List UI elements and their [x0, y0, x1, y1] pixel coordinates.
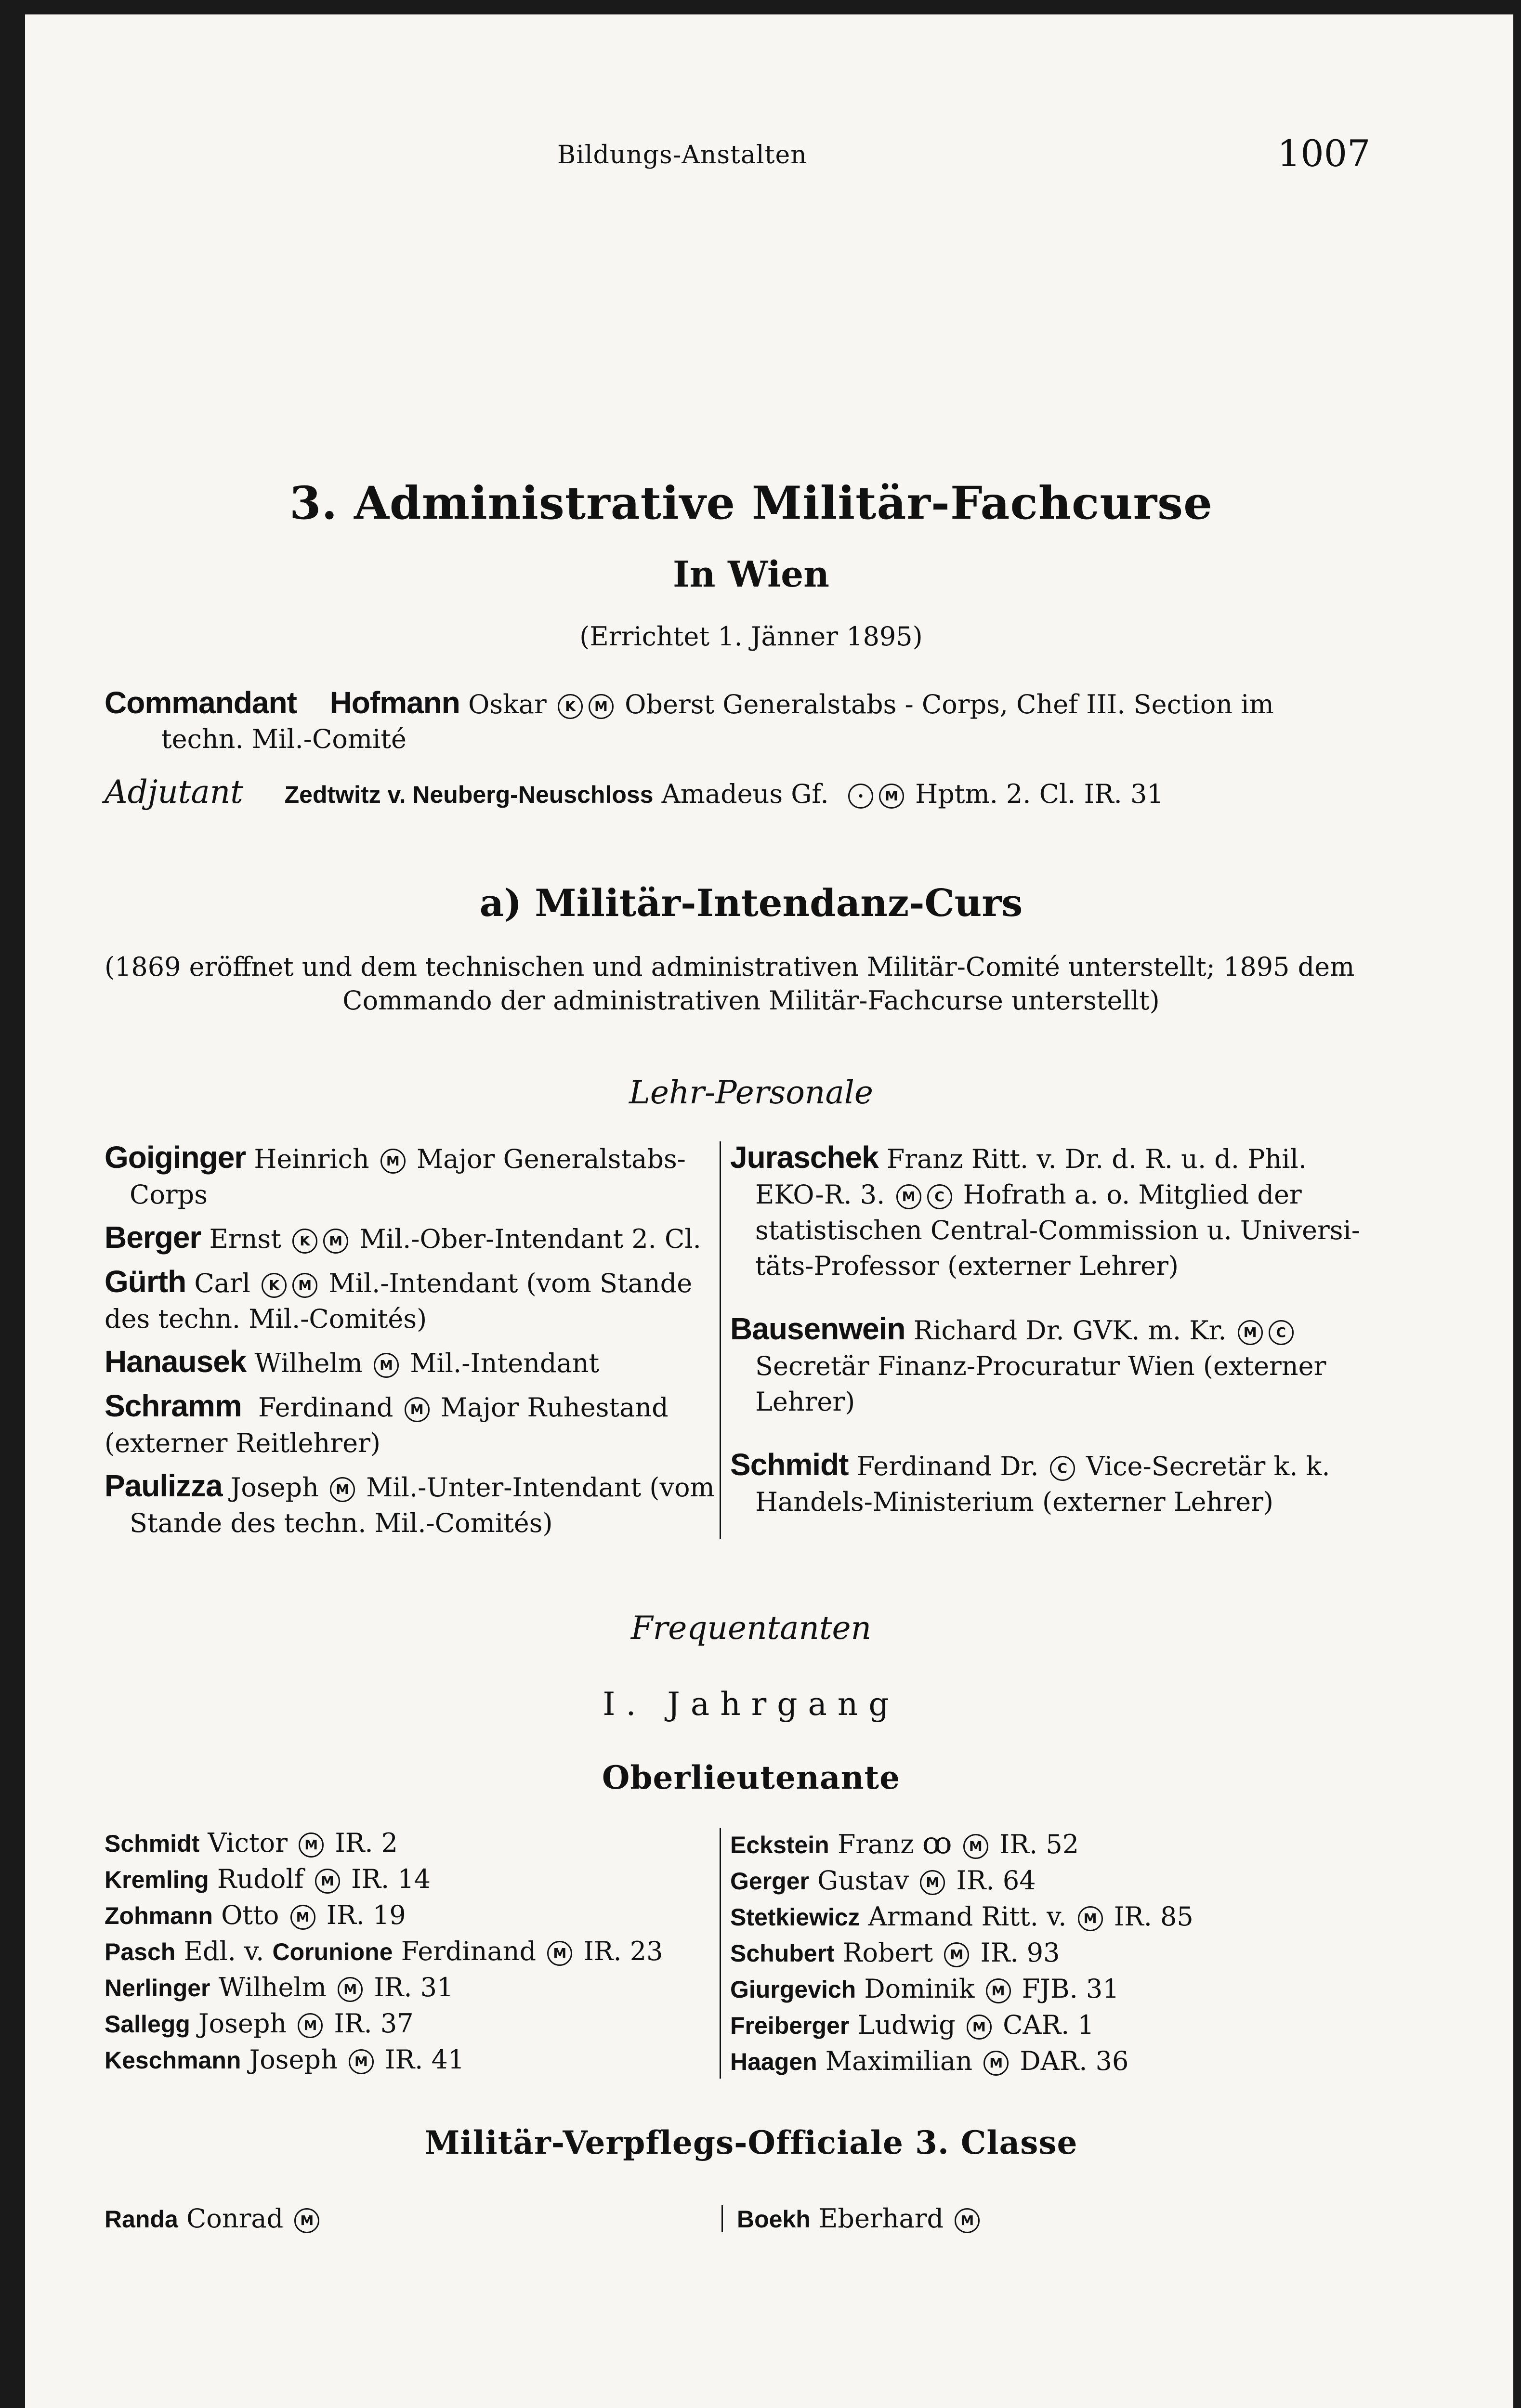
person-name: Pasch — [105, 1938, 176, 1965]
person-detail: Gustav — [817, 1865, 909, 1896]
m-mark-icon: M — [405, 1397, 430, 1422]
person-name: Haagen — [730, 2048, 817, 2075]
list-item — [105, 1970, 663, 2006]
staff-first: Ernst — [209, 1224, 281, 1254]
jahrgang-heading: I. Jahrgang — [603, 1686, 900, 1723]
page-number: 1007 — [1277, 132, 1371, 175]
list-item — [730, 2043, 1193, 2080]
column-divider — [720, 1141, 721, 1539]
person-detail: Ludwig — [857, 2010, 956, 2040]
person-name: Keschmann — [105, 2047, 241, 2074]
person-detail: Eberhard — [818, 2203, 944, 2234]
column-divider — [721, 2205, 723, 2232]
person-detail: IR. 19 — [326, 1900, 406, 1930]
m-mark-icon: M — [1238, 1320, 1263, 1345]
person-detail: Dominik — [864, 1974, 975, 2004]
location-heading: In Wien — [673, 554, 829, 595]
m-mark-icon: M — [330, 1477, 355, 1502]
staff-desc: Hofrath a. o. Mitglied der — [963, 1179, 1302, 1210]
list-item — [105, 1861, 663, 1898]
m-mark-icon: M — [292, 1273, 317, 1298]
staff-name: Bausenwein — [730, 1311, 905, 1346]
list-item — [105, 1898, 663, 1934]
list-item — [730, 1935, 1193, 1971]
staff-entry — [730, 1447, 1366, 1520]
person-detail: Ferdinand — [401, 1936, 537, 1966]
list-item — [730, 2007, 1193, 2043]
staff-desc-cont: Stande des techn. Mil.-Comités) — [130, 1508, 553, 1538]
m-mark-icon: M — [955, 2208, 980, 2233]
staff-first: Joseph — [230, 1472, 319, 1503]
commandant-desc: Oberst Generalstabs - Corps, Chef III. Section im — [625, 689, 1274, 720]
staff-desc: Mil.-Ober-Intendant 2. Cl. — [359, 1224, 701, 1254]
m-mark-icon: M — [290, 1905, 315, 1930]
person-name: Corunione — [272, 1938, 393, 1965]
person-detail: Armand Ritt. v. — [868, 1901, 1067, 1932]
list-item — [105, 1825, 663, 1861]
person-detail: Wilhelm — [218, 1972, 327, 2002]
person-detail: Conrad — [186, 2203, 284, 2234]
staff-desc: Vice-Secretär k. k. — [1086, 1451, 1330, 1481]
person-detail: CAR. 1 — [1003, 2010, 1094, 2040]
person-detail: Maximilian — [825, 2046, 972, 2076]
staff-name: Hanausek — [105, 1344, 247, 1379]
adjutant-role: Adjutant — [105, 773, 243, 811]
list-item — [105, 2042, 663, 2078]
verpflegs-left-entry — [105, 2201, 322, 2237]
c-mark-icon: C — [1050, 1456, 1075, 1481]
person-name: Eckstein — [730, 1832, 829, 1858]
staff-name: Juraschek — [730, 1140, 879, 1175]
m-mark-icon: M — [547, 1941, 572, 1966]
verpflegs-heading: Militär-Verpflegs-Officiale 3. Classe — [424, 2124, 1078, 2161]
person-detail: IR. 41 — [385, 2044, 465, 2075]
person-detail: Victor — [208, 1828, 288, 1858]
decoration-icon: ꝏ — [922, 1825, 952, 1860]
staff-desc: Mil.-Intendant — [410, 1348, 600, 1378]
staff-name: Paulizza — [105, 1468, 223, 1503]
commandant-desc-cont: techn. Mil.-Comité — [161, 724, 406, 754]
m-mark-icon: M — [1078, 1906, 1103, 1931]
person-detail: IR. 37 — [334, 2008, 414, 2039]
verpflegs-right-entry — [737, 2201, 983, 2237]
staff-desc: Secretär Finanz-Procuratur Wien (externer — [755, 1351, 1326, 1381]
m-mark-icon: M — [298, 2013, 323, 2038]
m-mark-icon: M — [374, 1353, 399, 1378]
staff-desc: Major Ruhestand — [440, 1392, 669, 1423]
intendanz-title: a) Militär-Intendanz-Curs — [479, 881, 1023, 925]
person-detail: Joseph — [198, 2008, 287, 2039]
person-detail: Franz — [837, 1829, 914, 1859]
staff-name: Gürth — [105, 1264, 186, 1299]
lehr-personale-heading: Lehr-Personale — [629, 1074, 873, 1111]
running-title: Bildungs-Anstalten — [557, 141, 807, 170]
person-name: Boekh — [737, 2206, 811, 2233]
person-detail: Joseph — [249, 2044, 338, 2075]
person-name: Kremling — [105, 1866, 209, 1893]
staff-desc: EKO-R. 3. — [755, 1179, 885, 1210]
rank-heading: Oberlieutenante — [602, 1759, 901, 1796]
m-mark-icon: M — [983, 2051, 1009, 2076]
staff-desc-cont: des techn. Mil.-Comités) — [105, 1304, 427, 1334]
order-mark-icon: • — [848, 784, 873, 809]
adjutant-entry — [105, 774, 1164, 812]
staff-entry — [105, 1219, 719, 1257]
m-mark-icon: M — [349, 2049, 374, 2074]
staff-name: Berger — [105, 1220, 201, 1255]
m-mark-icon: M — [589, 694, 614, 719]
m-mark-icon: M — [920, 1870, 945, 1895]
person-detail: Edl. v. — [184, 1936, 264, 1966]
m-mark-icon: M — [963, 1834, 988, 1859]
m-mark-icon: M — [323, 1229, 348, 1254]
c-mark-icon: C — [1269, 1320, 1294, 1345]
staff-first: Wilhelm — [254, 1348, 363, 1378]
staff-left-column — [105, 1139, 719, 1548]
person-name: Schubert — [730, 1940, 835, 1967]
person-name: Randa — [105, 2206, 178, 2233]
person-detail: IR. 93 — [980, 1937, 1060, 1968]
section-title: 3. Administrative Militär-Fachcurse — [289, 477, 1213, 530]
list-item — [730, 1825, 1193, 1863]
staff-entry — [730, 1311, 1366, 1420]
person-detail: IR. 23 — [583, 1936, 663, 1966]
m-mark-icon: M — [967, 2015, 992, 2040]
staff-entry — [730, 1139, 1366, 1284]
commandant-role: Commandant — [105, 685, 297, 720]
book-page — [25, 14, 1513, 2408]
staff-first: Ferdinand Dr. — [856, 1451, 1039, 1481]
m-mark-icon: M — [315, 1869, 340, 1894]
staff-desc-cont: (externer Reitlehrer) — [105, 1428, 380, 1458]
person-detail: IR. 52 — [999, 1829, 1079, 1859]
person-name: Zohmann — [105, 1902, 213, 1929]
oberlieutenante-left-list — [105, 1825, 663, 2078]
list-item — [105, 2006, 663, 2042]
frequentanten-heading: Frequentanten — [630, 1610, 872, 1647]
m-mark-icon: M — [986, 1978, 1011, 2003]
staff-desc-cont: Lehrer) — [755, 1387, 855, 1417]
person-detail: Rudolf — [217, 1864, 304, 1894]
staff-entry — [105, 1468, 719, 1541]
c-mark-icon: C — [927, 1184, 952, 1209]
m-mark-icon: M — [338, 1977, 363, 2002]
m-mark-icon: M — [944, 1942, 969, 1967]
person-detail: Robert — [842, 1937, 933, 1968]
adjutant-name: Zedtwitz v. Neuberg-Neuschloss — [284, 781, 654, 808]
person-detail: IR. 64 — [956, 1865, 1036, 1896]
staff-desc-cont: Corps — [130, 1179, 208, 1210]
staff-first: Ferdinand — [258, 1392, 393, 1423]
list-item — [730, 1971, 1193, 2007]
staff-first: Heinrich — [254, 1144, 369, 1174]
staff-first: Richard Dr. GVK. m. Kr. — [913, 1315, 1227, 1346]
staff-desc-cont: Handels-Ministerium (externer Lehrer) — [755, 1487, 1273, 1517]
person-name: Schmidt — [105, 1830, 200, 1857]
staff-entry — [105, 1139, 719, 1213]
staff-first: Franz Ritt. v. Dr. d. R. u. d. Phil. — [886, 1144, 1307, 1174]
k-mark-icon: K — [292, 1229, 317, 1254]
list-item — [105, 1934, 663, 1970]
commandant-entry — [105, 685, 1405, 722]
commandant-name: Hofmann — [329, 685, 460, 720]
list-item — [730, 1899, 1193, 1935]
adjutant-first: Amadeus Gf. — [661, 779, 829, 809]
k-mark-icon: K — [262, 1273, 287, 1298]
staff-first: Carl — [194, 1268, 250, 1298]
staff-right-column — [730, 1139, 1366, 1527]
person-name: Nerlinger — [105, 1975, 210, 2002]
staff-desc: Mil.-Intendant (vom Stande — [328, 1268, 693, 1298]
founded-note: (Errichtet 1. Jänner 1895) — [579, 621, 923, 652]
staff-entry — [105, 1344, 719, 1381]
person-detail: DAR. 36 — [1020, 2046, 1129, 2076]
intendanz-note-line1: (1869 eröffnet und dem technischen und administrativen Militär-Comité unterstellt; 1895 dem — [105, 952, 1355, 982]
staff-name: Schmidt — [730, 1447, 849, 1482]
staff-desc-cont: täts-Professor (externer Lehrer) — [755, 1251, 1179, 1281]
staff-name: Schramm — [105, 1388, 242, 1423]
staff-desc-cont: statistischen Central-Commission u. Universi- — [755, 1215, 1361, 1245]
staff-desc: Major Generalstabs- — [416, 1144, 686, 1174]
person-name: Stetkiewicz — [730, 1904, 860, 1931]
person-detail: IR. 85 — [1114, 1901, 1193, 1932]
staff-entry — [105, 1388, 719, 1461]
staff-desc: Mil.-Unter-Intendant (vom — [366, 1472, 715, 1503]
column-divider — [720, 1828, 721, 2079]
staff-name: Goiginger — [105, 1140, 246, 1175]
person-detail: Otto — [221, 1900, 279, 1930]
m-mark-icon: M — [299, 1832, 324, 1858]
person-name: Gerger — [730, 1868, 809, 1895]
person-detail: IR. 31 — [374, 1972, 454, 2002]
commandant-first: Oskar — [468, 689, 547, 720]
k-mark-icon: K — [558, 694, 583, 719]
oberlieutenante-right-list — [730, 1825, 1193, 2080]
adjutant-desc: Hptm. 2. Cl. IR. 31 — [915, 779, 1164, 809]
staff-entry — [105, 1264, 719, 1337]
list-item — [730, 1863, 1193, 1899]
intendanz-note-line2: Commando der administrativen Militär-Fachcurse unterstellt) — [342, 985, 1160, 1016]
person-name: Sallegg — [105, 2011, 190, 2038]
m-mark-icon: M — [380, 1149, 406, 1174]
person-detail: FJB. 31 — [1022, 1974, 1119, 2004]
person-detail: IR. 14 — [351, 1864, 431, 1894]
person-name: Giurgevich — [730, 1976, 856, 2003]
person-detail: IR. 2 — [335, 1828, 398, 1858]
m-mark-icon: M — [294, 2208, 319, 2233]
person-name: Freiberger — [730, 2012, 850, 2039]
m-mark-icon: M — [879, 784, 904, 809]
m-mark-icon: M — [896, 1184, 921, 1209]
